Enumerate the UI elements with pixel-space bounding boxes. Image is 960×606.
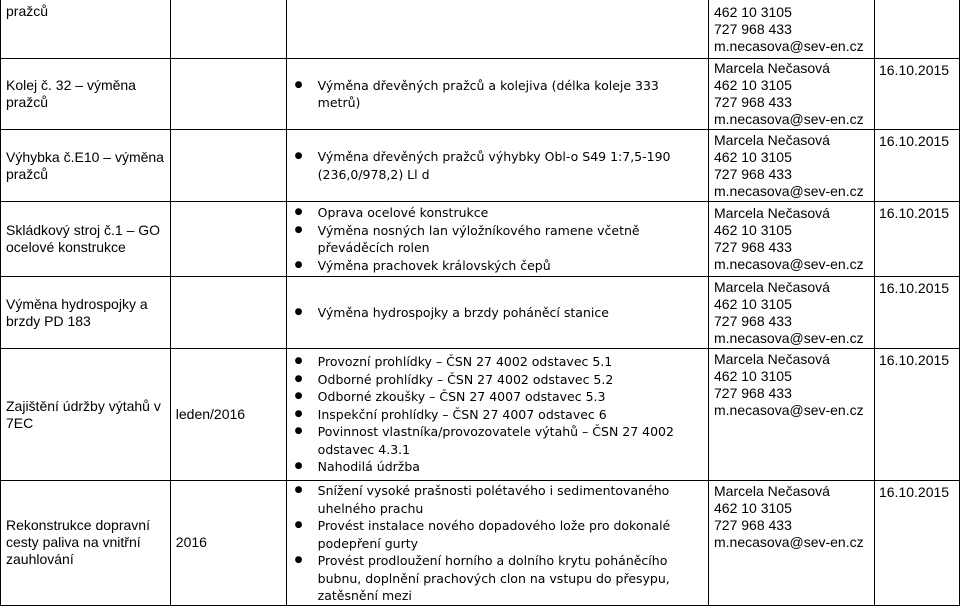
contact-cell xyxy=(709,59,875,130)
description-list xyxy=(295,148,704,183)
description-list xyxy=(295,77,704,112)
description-item: ● Oprava ocelové konstrukce xyxy=(295,204,704,222)
contact-mobile: 727 968 433 xyxy=(714,312,792,329)
description-item: ● Výměna nosných lan výložníkového ramene včetně převáděcích rolen xyxy=(295,222,704,257)
contact-email: m.necasova@sev-en.cz xyxy=(714,182,864,199)
term-cell xyxy=(170,481,286,606)
contact-phone: 462 10 3105 xyxy=(714,222,792,238)
table-row xyxy=(1,202,960,277)
date-text: 16.10.2015 xyxy=(878,133,950,149)
date-cell xyxy=(874,202,959,277)
item-name: Zajištění údržby výtahů v 7EC xyxy=(6,397,161,431)
contact-mobile: 727 968 433 xyxy=(714,385,792,401)
item-name-cell xyxy=(1,59,171,130)
contact-phone: 462 10 3105 xyxy=(714,500,792,516)
contact-person: Marcela Nečasová xyxy=(714,278,830,295)
date-text: 16.10.2015 xyxy=(878,484,950,500)
description-item: ● Odborné zkoušky – ČSN 27 4007 odstavec 5.3 xyxy=(295,388,704,406)
date-text: 16.10.2015 xyxy=(878,62,950,78)
date-cell xyxy=(874,349,959,481)
item-name: Kolej č. 32 – výměna pražců xyxy=(6,77,136,110)
contact-phone: 462 10 3105 xyxy=(714,368,792,384)
contact-email: m.necasova@sev-en.cz xyxy=(714,111,864,127)
date-cell xyxy=(874,59,959,130)
contact-person: Marcela Nečasová xyxy=(714,131,830,148)
description-cell xyxy=(286,349,708,481)
description-item: ● Odborné prohlídky – ČSN 27 4002 odstavec 5.2 xyxy=(295,371,704,389)
description-list xyxy=(295,304,704,322)
term-cell xyxy=(170,59,286,130)
description-item: ● Inspekční prohlídky – ČSN 27 4007 odstavec 6 xyxy=(295,406,704,424)
item-name-cell xyxy=(1,481,171,606)
contact-mobile: 727 968 433 xyxy=(714,165,792,182)
contact-email: m.necasova@sev-en.cz xyxy=(714,534,864,550)
item-name: Výhybka č.E10 – výměna pražců xyxy=(6,148,164,182)
table-row xyxy=(1,59,960,130)
description-item: ● Výměna hydrospojky a brzdy poháněcí stanice xyxy=(295,304,704,322)
contact-cell xyxy=(709,277,875,349)
table-row xyxy=(1,0,960,59)
contact-mobile: 727 968 433 xyxy=(714,21,792,37)
contact-email: m.necasova@sev-en.cz xyxy=(714,38,864,54)
table-row xyxy=(1,349,960,481)
description-list xyxy=(295,353,704,476)
description-cell xyxy=(286,481,708,606)
item-name-cell xyxy=(1,349,171,481)
contact-phone: 462 10 3105 xyxy=(714,4,792,20)
term-cell xyxy=(170,202,286,277)
contact-email: m.necasova@sev-en.cz xyxy=(714,256,864,272)
date-cell xyxy=(874,277,959,349)
item-name: Výměna hydrospojky a brzdy PD 183 xyxy=(6,295,148,329)
contact-phone: 462 10 3105 xyxy=(714,295,792,312)
table-row xyxy=(1,130,960,202)
description-list xyxy=(295,204,704,274)
description-list xyxy=(295,482,704,605)
item-name-cell xyxy=(1,0,171,59)
contact-phone: 462 10 3105 xyxy=(714,148,792,165)
description-cell xyxy=(286,202,708,277)
item-name: Skládkový stroj č.1 – GO ocelové konstrukce xyxy=(6,222,161,255)
contact-person: Marcela Nečasová xyxy=(714,205,830,221)
contact-cell xyxy=(709,349,875,481)
term-cell xyxy=(170,277,286,349)
description-item: ● Snížení vysoké prašnosti polétavého i sedimentovaného uhelného prachu xyxy=(295,482,704,517)
term-cell xyxy=(170,130,286,202)
date-cell xyxy=(874,481,959,606)
date-text: 16.10.2015 xyxy=(878,352,950,368)
contact-mobile: 727 968 433 xyxy=(714,94,792,110)
contact-email: m.necasova@sev-en.cz xyxy=(714,329,864,346)
table-row xyxy=(1,481,960,606)
contact-cell xyxy=(709,130,875,202)
description-cell xyxy=(286,0,708,59)
description-item: ● Výměna prachovek královských čepů xyxy=(295,257,704,275)
item-name: pražců xyxy=(6,3,49,19)
description-item: ● Výměna dřevěných pražců a kolejiva (délka koleje 333 metrů) xyxy=(295,77,704,112)
date-cell xyxy=(874,130,959,202)
description-cell xyxy=(286,130,708,202)
description-item: ● Provést instalace nového dopadového lože pro dokonalé podepření gurty xyxy=(295,517,704,552)
item-name-cell xyxy=(1,130,171,202)
description-item: ● Provést prodloužení horního a dolního krytu poháněcího bubnu, doplnění prachových clon na vstupu do přesypu, zatěsnění mezi xyxy=(295,552,704,605)
description-item: ● Nahodilá údržba xyxy=(295,458,704,476)
date-text: 16.10.2015 xyxy=(878,205,950,221)
contact-cell xyxy=(709,0,875,59)
description-cell xyxy=(286,277,708,349)
description-item: ● Povinnost vlastníka/provozovatele výtahů – ČSN 27 4002 odstavec 4.3.1 xyxy=(295,423,704,458)
description-item: ● Provozní prohlídky – ČSN 27 4002 odstavec 5.1 xyxy=(295,353,704,371)
contact-mobile: 727 968 433 xyxy=(714,239,792,255)
contact-cell xyxy=(709,202,875,277)
term-cell xyxy=(170,349,286,481)
item-name-cell xyxy=(1,202,171,277)
contact-person: Marcela Nečasová xyxy=(714,60,830,76)
term-cell xyxy=(170,0,286,59)
term-text: leden/2016 xyxy=(175,406,246,422)
date-text: 16.10.2015 xyxy=(878,280,950,296)
contact-phone: 462 10 3105 xyxy=(714,77,792,93)
term-text: 2016 xyxy=(175,534,207,551)
contact-mobile: 727 968 433 xyxy=(714,517,792,533)
description-item: ● Výměna dřevěných pražců výhybky Obl-o S49 1:7,5-190 (236,0/978,2) Ll d xyxy=(295,148,704,183)
item-name-cell xyxy=(1,277,171,349)
date-cell xyxy=(874,0,959,59)
contact-email: m.necasova@sev-en.cz xyxy=(714,402,864,418)
table-row xyxy=(1,277,960,349)
contact-person: Marcela Nečasová xyxy=(714,351,830,367)
item-name: Rekonstrukce dopravní cesty paliva na vnitřní zauhlování xyxy=(6,517,150,568)
contact-person: Marcela Nečasová xyxy=(714,483,830,499)
contact-cell xyxy=(709,481,875,606)
description-cell xyxy=(286,59,708,130)
